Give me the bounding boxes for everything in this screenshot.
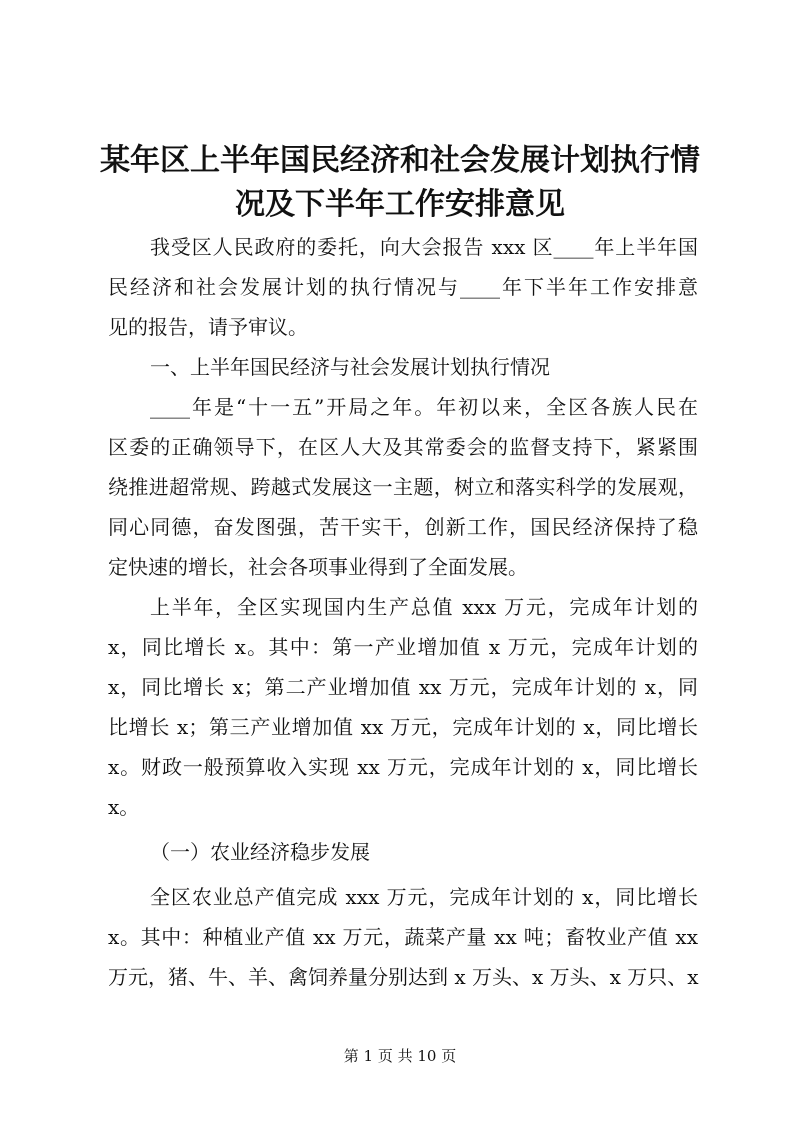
body-line: 区委的正确领导下，在区人大及其常委会的监督支持下，紧紧围 bbox=[108, 435, 698, 459]
body-line: 全区农业总产值完成 xxx 万元，完成年计划的 x，同比增长 bbox=[150, 885, 698, 909]
body-line: 万元，猪、牛、羊、禽饲养量分别达到 x 万头、x 万头、x 万只、x bbox=[108, 965, 699, 989]
body-line: 我受区人民政府的委托，向大会报告 xxx 区____年上半年国 bbox=[150, 235, 698, 259]
section-heading: 一、上半年国民经济与社会发展计划执行情况 bbox=[150, 355, 550, 379]
page-number-footer: 第 1 页 共 10 页 bbox=[343, 1047, 457, 1065]
body-line: 民经济和社会发展计划的执行情况与____年下半年工作安排意 bbox=[108, 275, 698, 299]
body-line: 比增长 x；第三产业增加值 xx 万元，完成年计划的 x，同比增长 bbox=[108, 715, 698, 739]
document-title-line-1: 某年区上半年国民经济和社会发展计划执行情 bbox=[100, 143, 700, 178]
body-line: ____年是“十一五”开局之年。年初以来，全区各族人民在 bbox=[150, 395, 698, 419]
body-line: 上半年，全区实现国内生产总值 xxx 万元，完成年计划的 bbox=[150, 595, 698, 619]
body-line: x，同比增长 x；第二产业增加值 xx 万元，完成年计划的 x，同 bbox=[108, 675, 698, 699]
body-line: 见的报告，请予审议。 bbox=[108, 315, 308, 339]
body-line: x。财政一般预算收入实现 xx 万元，完成年计划的 x，同比增长 bbox=[108, 755, 698, 779]
body-line: 定快速的增长，社会各项事业得到了全面发展。 bbox=[108, 555, 528, 579]
document-title-line-2: 况及下半年工作安排意见 bbox=[235, 187, 565, 222]
body-line: x。 bbox=[108, 795, 140, 819]
body-line: x，同比增长 x。其中：第一产业增加值 x 万元，完成年计划的 bbox=[108, 635, 698, 659]
body-line: 同心同德，奋发图强，苦干实干，创新工作，国民经济保持了稳 bbox=[108, 515, 698, 539]
body-line: 绕推进超常规、跨越式发展这一主题，树立和落实科学的发展观， bbox=[108, 475, 698, 499]
body-line: x。其中：种植业产值 xx 万元，蔬菜产量 xx 吨；畜牧业产值 xx bbox=[108, 925, 698, 949]
subsection-heading: （一）农业经济稳步发展 bbox=[150, 840, 370, 864]
